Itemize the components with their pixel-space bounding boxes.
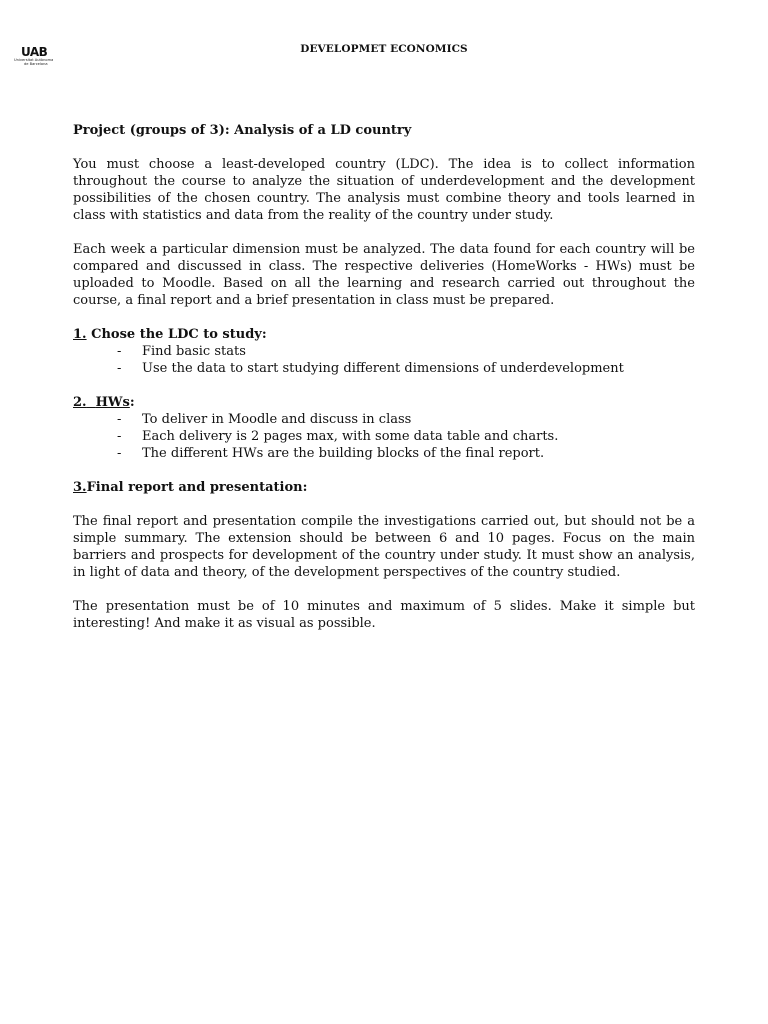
document-header-title: DEVELOPMET ECONOMICS — [300, 43, 468, 55]
section-2-number: 2. — [73, 395, 87, 410]
section-2-label — [73, 395, 130, 410]
document-body — [73, 122, 695, 649]
intro-paragraph: You must choose a least-developed country (LDC). The idea is to collect information throughout the course to analyze the situation of underdevelopment and the development possibilities of the chosen country. The analysis must combine theory and tools learned in class with statistics and data from the reality of the country under study. — [73, 157, 695, 223]
logo-mark: UAB — [21, 45, 48, 59]
list-item-text: Find basic stats — [142, 344, 246, 359]
list-item-text: To deliver in Moodle and discuss in class — [142, 412, 412, 427]
dash-marker: - — [117, 361, 122, 376]
final-report-paragraph: The final report and presentation compile the investigations carried out, but should not be a simple summary. The extension should be between 6 and 10 pages. Focus on the main barriers and prospects for development of the country under study. It must show an analysis, in light of data and theory, of the development perspectives of the country studied. — [73, 514, 695, 580]
list-item — [73, 343, 695, 360]
project-title: Project (groups of 3): Analysis of a LD country — [73, 123, 412, 138]
dash-marker: - — [117, 429, 122, 444]
logo-line-2: de Barcelona — [24, 62, 48, 67]
section-1-title: Chose the LDC to study: — [91, 327, 267, 342]
section-3-title: Final report and presentation: — [86, 480, 308, 495]
section-3-heading — [73, 479, 695, 496]
weekly-paragraph: Each week a particular dimension must be analyzed. The data found for each country will be compared and discussed in class. The respective deliveries (HomeWorks - HWs) must be uploaded to Moodle. Based on all the learning and research carried out throughout the course, a final report and a brief presentation in class must be prepared. — [73, 242, 695, 308]
list-item-text: The different HWs are the building blocks of the final report. — [142, 446, 545, 461]
section-1-heading — [73, 326, 695, 343]
section-2-title: HWs — [95, 395, 130, 410]
dash-marker: - — [117, 412, 122, 427]
section-2-list — [73, 411, 695, 462]
list-item — [73, 445, 695, 462]
presentation-paragraph: The presentation must be of 10 minutes and maximum of 5 slides. Make it simple but interesting! And make it as visual as possible. — [73, 599, 695, 631]
dash-marker: - — [117, 344, 122, 359]
list-item — [73, 428, 695, 445]
section-2-heading — [73, 394, 695, 411]
section-1-number: 1. — [73, 327, 87, 342]
list-item — [73, 411, 695, 428]
section-3-number: 3. — [73, 480, 87, 495]
logo-line-1: Universitat Autònoma — [14, 58, 54, 62]
section-1-list — [73, 343, 695, 377]
list-item-text: Each delivery is 2 pages max, with some data table and charts. — [142, 429, 559, 444]
list-item — [73, 360, 695, 377]
spacer — [73, 496, 695, 513]
list-item-text: Use the data to start studying different dimensions of underdevelopment — [142, 361, 624, 376]
section-2-suffix: : — [129, 395, 135, 410]
dash-marker: - — [117, 446, 122, 461]
